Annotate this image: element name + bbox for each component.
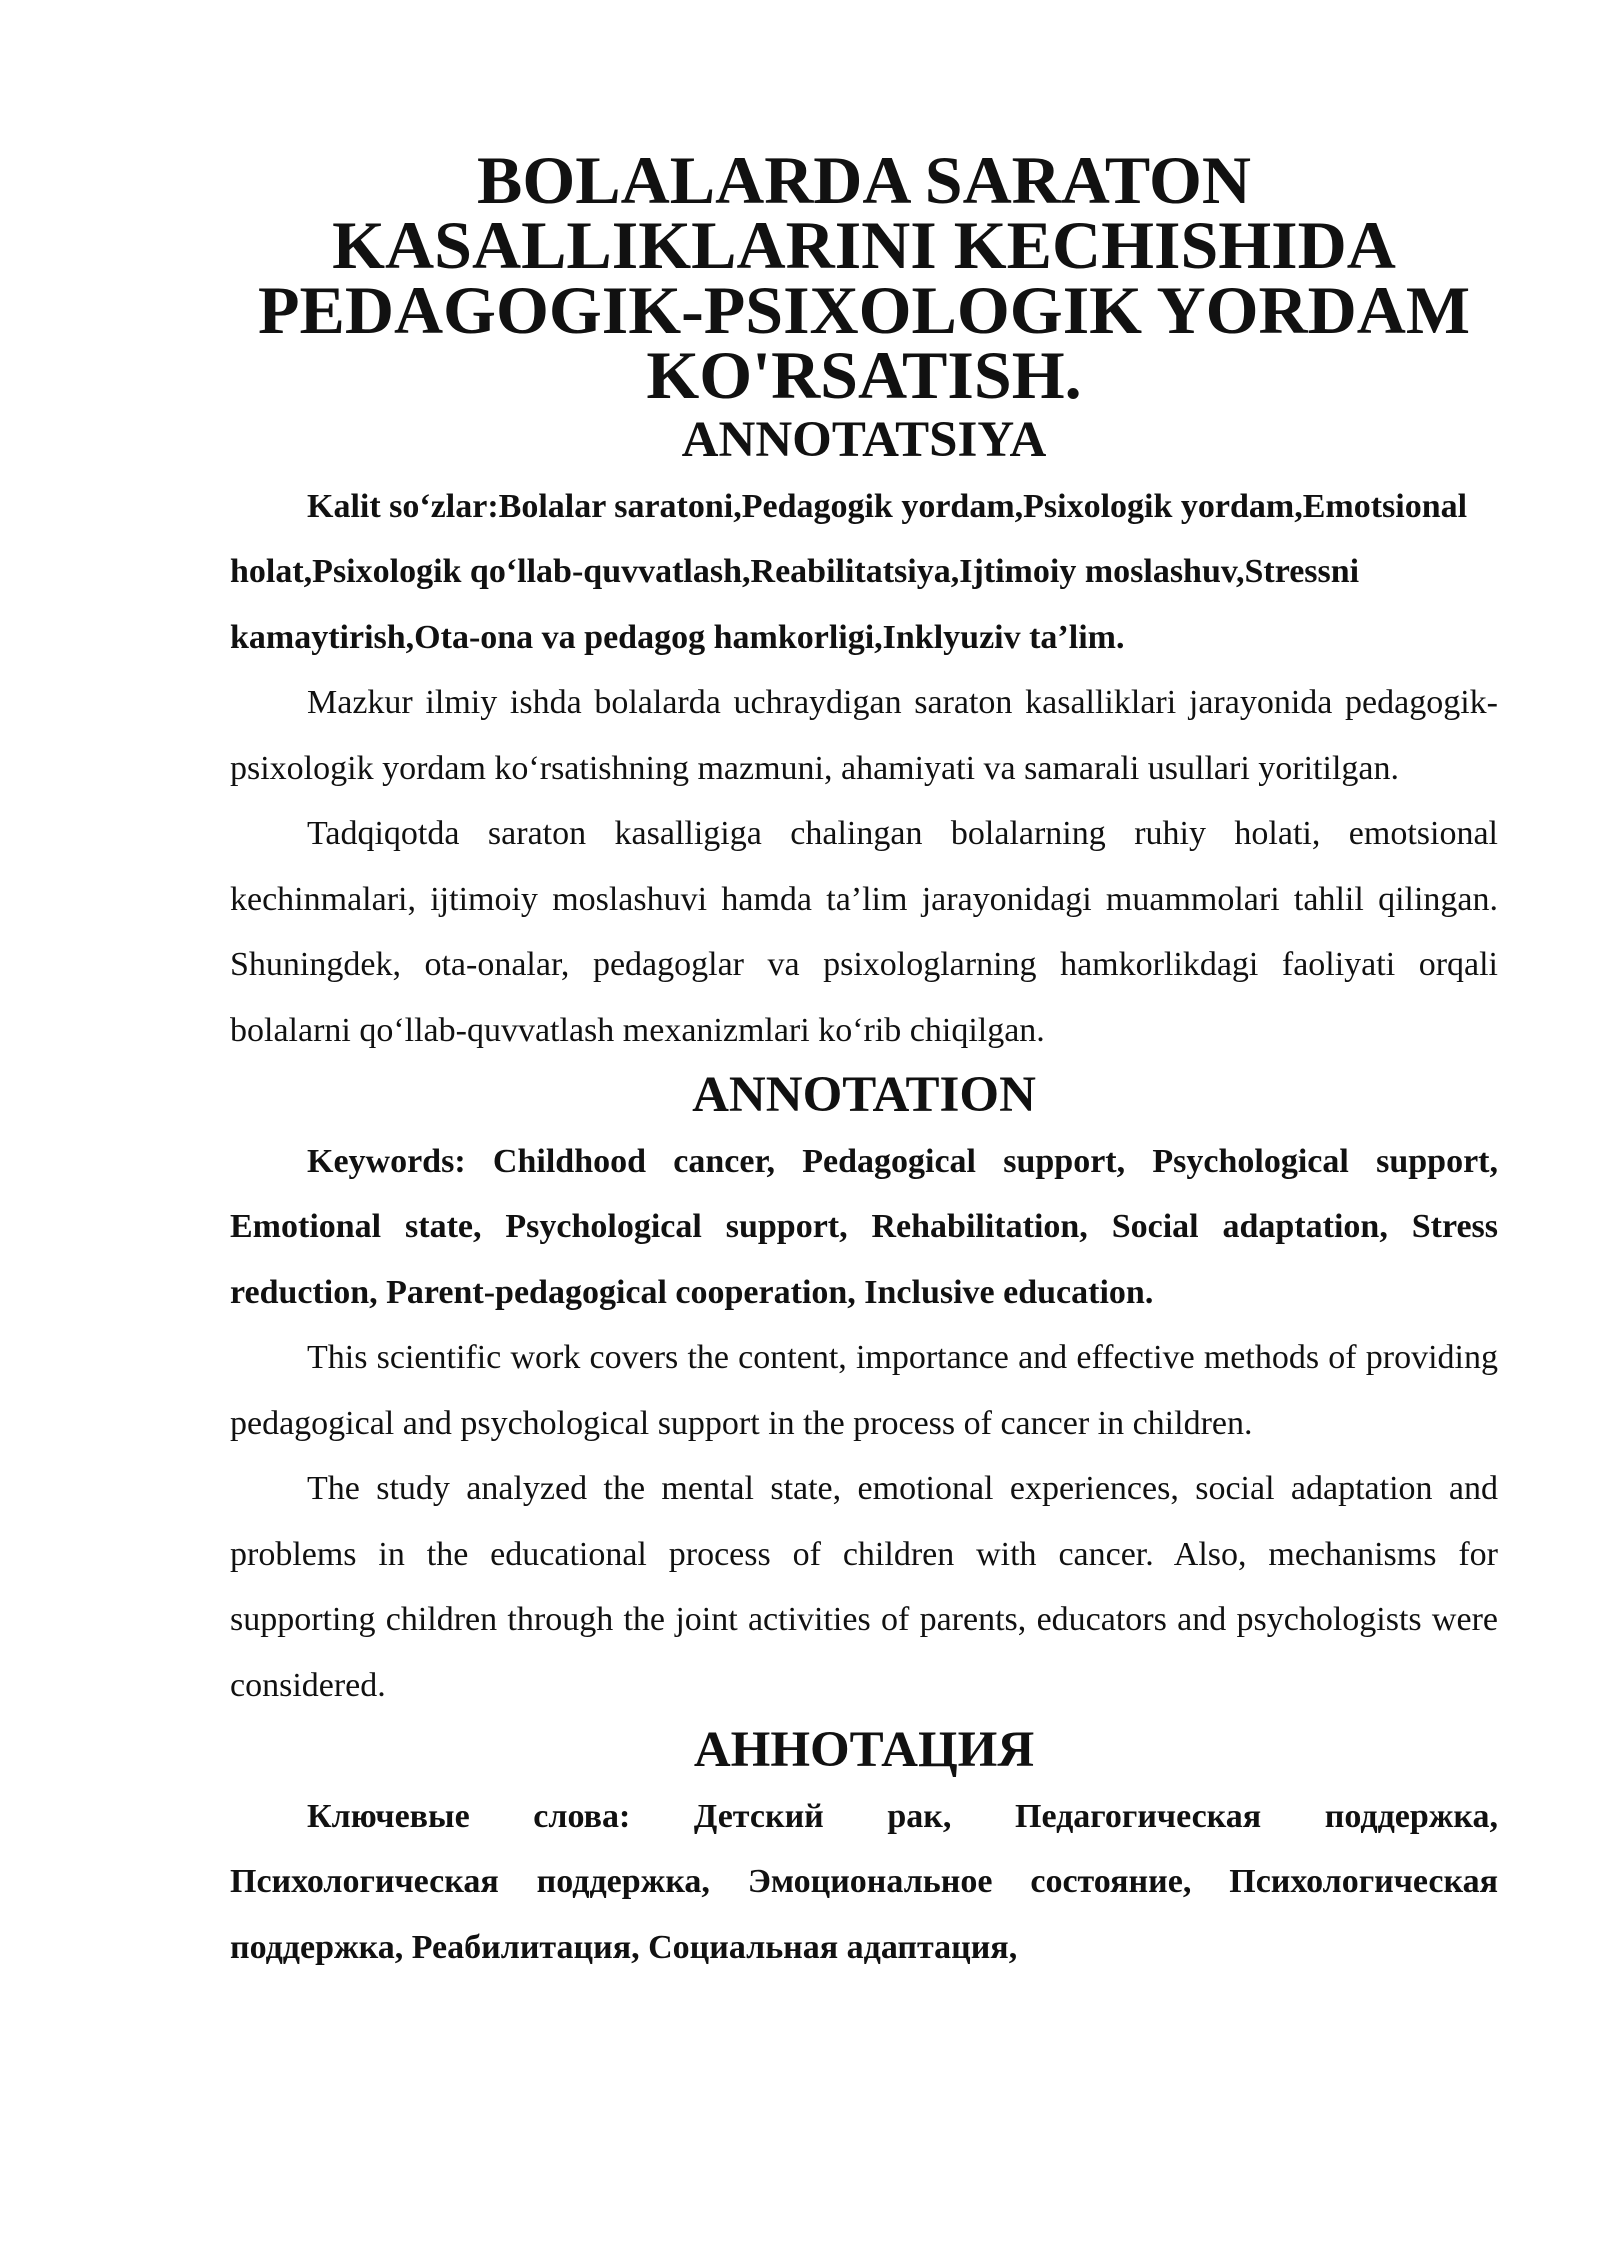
uzbek-annotation	[230, 408, 1498, 1063]
document-title	[230, 142, 1498, 413]
uzbek-paragraph-1: Mazkur ilmiy ishda bolalarda uchraydigan saraton kasalliklari jarayonida pedagogik-psixologik yordam ko‘rsatishning mazmuni, ahamiyati va samarali usullari yoritilgan.	[230, 684, 1498, 787]
uzbek-keywords: Kalit so‘zlar:Bolalar saratoni,Pedagogik yordam,Psixologik yordam,Emotsional holat,Psixologik qo‘llab-quvvatlash,Reabilitatsiya,Ijtimoiy moslashuv,Stressni kamaytirish,Ota-ona va pedagog hamkorligi,Inklyuziv ta’lim.	[230, 487, 1468, 656]
title-line-1: BOLALARDA SARATON KASALLIKLARINI KECHISHIDA	[332, 142, 1396, 283]
uzbek-annotation-heading: ANNOTATSIYA	[681, 412, 1047, 468]
english-annotation	[230, 1063, 1498, 1718]
uzbek-paragraph-2: Tadqiqotda saraton kasalligiga chalingan bolalarning ruhiy holati, emotsional kechinmalari, ijtimoiy moslashuvi hamda ta’lim jarayonidagi muammolari tahlil qilingan. Shuningdek, ota-onalar, pedagoglar va psixologlarning hamkorlikdagi faoliyati orqali bolalarni qo‘llab-quvvatlash mexanizmlari ko‘rib chiqilgan.	[230, 815, 1498, 1049]
english-annotation-heading: ANNOTATION	[692, 1067, 1036, 1123]
russian-annotation-heading: АННОТАЦИЯ	[693, 1722, 1035, 1778]
title-line-2: PEDAGOGIK-PSIXOLOGIK YORDAM KO'RSATISH.	[257, 272, 1471, 413]
document-page	[230, 142, 1498, 1980]
russian-annotation	[230, 1718, 1498, 1980]
english-keywords: Keywords: Childhood cancer, Pedagogical support, Psychological support, Emotional state, Psychological support, Rehabilitation, Social adaptation, Stress reduction, Parent-pedagogical cooperation, Inclusive education.	[230, 1142, 1498, 1311]
english-paragraph-1: This scientific work covers the content, importance and effective methods of providing pedagogical and psychological support in the process of cancer in children.	[230, 1339, 1498, 1442]
english-paragraph-2: The study analyzed the mental state, emotional experiences, social adaptation and problems in the educational process of children with cancer. Also, mechanisms for supporting children through the joint activities of parents, educators and psychologists were considered.	[230, 1470, 1498, 1704]
russian-keywords: Ключевые слова: Детский рак, Педагогическая поддержка, Психологическая поддержка, Эмоциональное состояние, Психологическая поддержка, Реабилитация, Социальная адаптация,	[230, 1797, 1498, 1966]
